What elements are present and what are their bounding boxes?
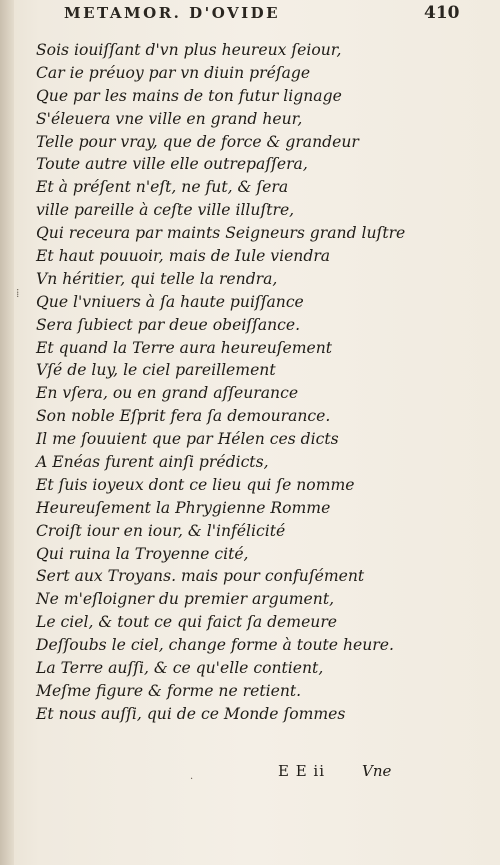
verse-line: Vn héritier, qui telle la rendra,	[36, 269, 278, 288]
verse-line: Qui receura par maints Seigneurs grand luſtre	[36, 224, 406, 243]
verse-line: Et ſuis ioyeux dont ce lieu qui ſe nomme	[36, 475, 355, 494]
verse-line: Sera ſubiect par deue obeiſſance.	[36, 315, 301, 334]
verse-line: Que par les mains de ton futur lignage	[36, 86, 342, 105]
verse-line: Heureuſement la Phrygienne Romme	[36, 498, 331, 517]
verse-line: Qui ruina la Troyenne cité,	[36, 544, 249, 563]
page-number: 410	[424, 3, 460, 23]
verse-line: La Terre auſſi, & ce qu'elle contient,	[36, 659, 324, 678]
verse-line: Que l'vniuers à ſa haute puiſſance	[36, 292, 304, 311]
verse-line: Et quand la Terre aura heureuſement	[36, 338, 333, 357]
verse-line: Et à préſent n'eſt, ne fut, & ſera	[36, 178, 289, 197]
verse-line: Deſſoubs le ciel, change forme à toute heure.	[36, 636, 394, 655]
verse-line: Sert aux Troyans. mais pour confuſément	[36, 567, 365, 586]
page-gutter	[0, 0, 14, 865]
verse-line: Toute autre ville elle outrepaſſera,	[36, 155, 308, 174]
verse-line: ville pareille à ceſte ville illuſtre,	[36, 201, 295, 220]
catchword: Vne	[362, 762, 392, 780]
verse-line: Et nous auſſi, qui de ce Monde ſommes	[36, 704, 346, 723]
verse-line: Meſme figure & forme ne retient.	[36, 681, 302, 700]
verse-line: Croiſt iour en iour, & l'infélicité	[36, 521, 286, 540]
verse-line: Son noble Eſprit fera ſa demourance.	[36, 407, 331, 426]
ink-dot: ·	[190, 774, 194, 785]
verse-line: S'éleuera vne ville en grand heur,	[36, 109, 303, 128]
verse-block	[36, 39, 456, 726]
verse-line: A Enéas furent ainſi prédicts,	[36, 453, 269, 472]
running-title: METAMOR. D'OVIDE	[64, 4, 281, 22]
signature-mark: E E ii	[278, 762, 326, 780]
margin-mark: ⁞	[16, 286, 20, 300]
verse-line: Ne m'eſloigner du premier argument,	[36, 590, 335, 609]
verse-line: Telle pour vray, que de force & grandeur	[36, 132, 359, 151]
verse-line: Vſé de luy, le ciel pareillement	[36, 361, 276, 380]
verse-line: Il me ſouuient que par Hélen ces dicts	[36, 430, 339, 449]
verse-line: En vſera, ou en grand aſſeurance	[36, 384, 299, 403]
verse-line: Le ciel, & tout ce qui faict ſa demeure	[36, 613, 338, 632]
verse-line: Sois iouiſſant d'vn plus heureux ſeiour,	[36, 41, 342, 59]
verse-line: Et haut pouuoir, mais de Iule viendra	[36, 247, 331, 266]
verse-line: Car ie préuoy par vn diuin préſage	[36, 63, 311, 82]
